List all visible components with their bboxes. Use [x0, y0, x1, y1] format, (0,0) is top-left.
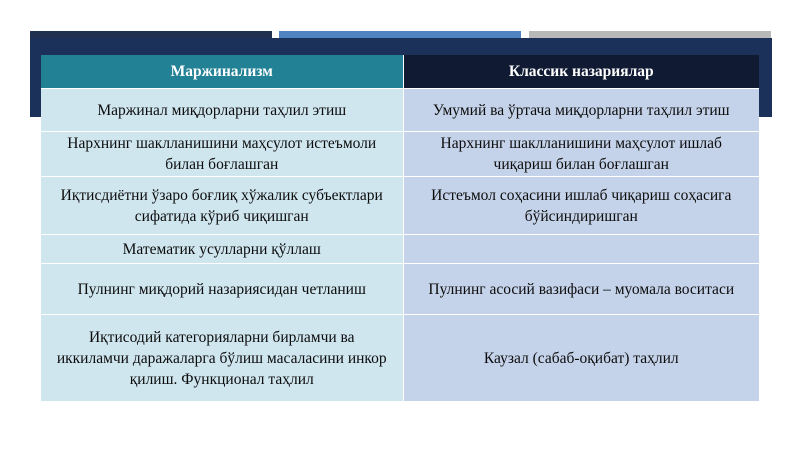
- table-row: [41, 89, 759, 132]
- table-cell: Иқтисдиётни ўзаро боғлиқ хўжалик субъектлари сифатида кўриб чиқишган: [41, 177, 403, 235]
- table-cell: Умумий ва ўртача миқдорларни таҳлил этиш: [403, 89, 759, 132]
- table-cell: Маржинал миқдорларни таҳлил этиш: [41, 89, 403, 132]
- column-header-classical-theories: Классик назариялар: [403, 55, 759, 89]
- column-header-marginalism: Маржинализм: [41, 55, 403, 89]
- table-row: [41, 177, 759, 235]
- top-accent-bar-gray: [529, 31, 771, 38]
- table-cell: Математик усулларни қўллаш: [41, 235, 403, 264]
- table-cell: Пулнинг миқдорий назариясидан четланиш: [41, 264, 403, 315]
- table-cell: Иқтисодий категорияларни бирламчи ва иккиламчи даражаларга бўлиш масаласини инкор қилиш. Функционал таҳлил: [41, 315, 403, 402]
- table-row: [41, 315, 759, 402]
- comparison-table: [41, 55, 759, 401]
- table-row: [41, 264, 759, 315]
- table-cell: Каузал (сабаб-оқибат) таҳлил: [403, 315, 759, 402]
- table-cell: Пулнинг асосий вазифаси – муомала воситаси: [403, 264, 759, 315]
- table-cell: Нархнинг шаклланишини маҳсулот истеъмоли билан боғлашган: [41, 132, 403, 177]
- table-cell: [403, 235, 759, 264]
- top-accent-bar-blue: [279, 31, 521, 38]
- table-row: [41, 235, 759, 264]
- table-header-row: [41, 55, 759, 89]
- table-row: [41, 132, 759, 177]
- table-cell: Истеъмол соҳасини ишлаб чиқариш соҳасига бўйсиндиришган: [403, 177, 759, 235]
- top-accent-bar-dark: [30, 31, 272, 38]
- table-cell: Нархнинг шаклланишини маҳсулот ишлаб чиқариш билан боғлашган: [403, 132, 759, 177]
